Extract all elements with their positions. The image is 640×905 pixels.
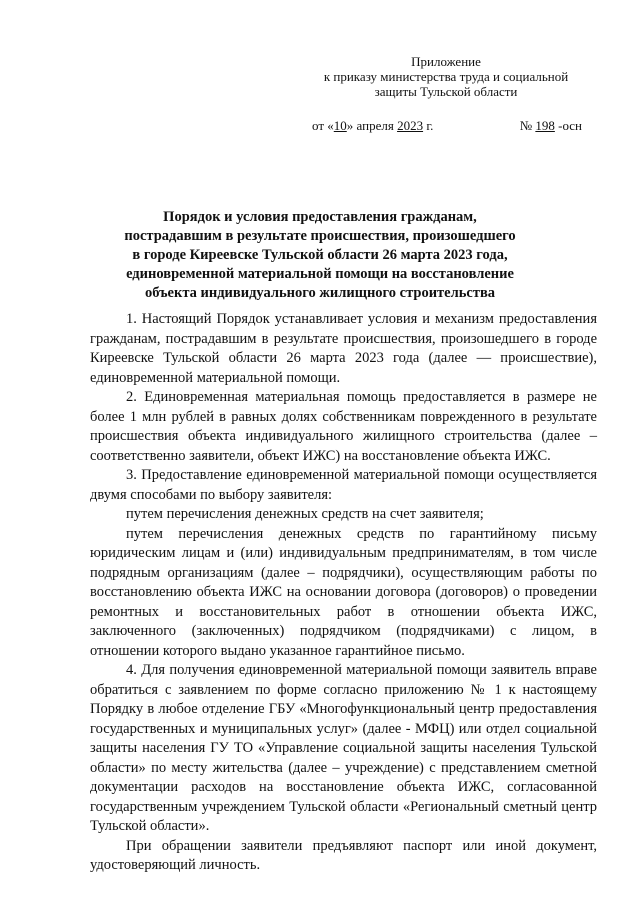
title-line: единовременной материальной помощи на восстановление (126, 266, 514, 282)
paragraph: При обращении заявители предъявляют паспорт или иной документ, удостоверяющий личность. (90, 837, 597, 873)
order-year: 2023 (397, 118, 424, 133)
order-date: от «10» апреля 2023 г. (312, 118, 434, 133)
appendix-line: защиты Тульской области (374, 84, 518, 99)
paragraph: 2. Единовременная материальная помощь предоставляется в размере не более 1 млн рублей в равных долях собственникам поврежденного в результате происшествия объекта индивидуального жилищного строительства (далее – соответственно заявители, объект ИЖС) на восстановление объекта ИЖС. (90, 389, 597, 464)
appendix-line: Приложение (411, 54, 481, 69)
order-number: № 198 -осн (519, 118, 582, 133)
paragraph: 3. Предоставление единовременной материальной помощи осуществляется двумя способами по выбору заявителя: (90, 467, 597, 503)
title-line: Порядок и условия предоставления гражданам, (163, 209, 477, 225)
paragraph: путем перечисления денежных средств на счет заявителя; (126, 506, 484, 522)
title-line: пострадавшим в результате происшествия, произошедшего (124, 228, 516, 244)
title-line: в городе Киреевске Тульской области 26 марта 2023 года, (132, 247, 508, 263)
appendix-line: к приказу министерства труда и социальной (323, 69, 569, 84)
order-day: 10 (333, 118, 347, 133)
paragraph: путем перечисления денежных средств по гарантийному письму юридическим лицам и (или) индивидуальным предпринимателям, в том числе подрядным организациям (далее – подрядчики), осуществляющим работы по восстановлению объекта ИЖС на основании договора (договоров) о проведении ремонтных и восстановительных работ в отношении объекта ИЖС, заключенного (заключенных) подрядчиком (подрядчиками) с лицом, в отношении которого выдано указанное гарантийное письмо. (90, 525, 597, 659)
title-line: объекта индивидуального жилищного строительства (144, 285, 496, 301)
order-line (312, 118, 582, 134)
paragraph: 4. Для получения единовременной материальной помощи заявитель вправе обратиться с заявлением по форме согласно приложению № 1 к настоящему Порядку в любое отделение ГБУ «Многофункциональный центр предоставления государственных и муниципальных услуг» (далее - МФЦ) или отдел социальной защиты населения ГУ ТО «Управление социальной защиты населения Тульской области» по месту жительства (далее – учреждение) с представлением сметной документации расходов на восстановление объекта ИЖС, согласованной государственным учреждением Тульской области «Региональный сметный центр Тульской области». (90, 662, 597, 834)
appendix-header (296, 54, 596, 99)
paragraph: 1. Настоящий Порядок устанавливает условия и механизм предоставления гражданам, пострадавшим в результате происшествия, произошедшего в городе Киреевске Тульской области 26 марта 2023 года (далее — происшествие), единовременной материальной помощи. (90, 311, 597, 386)
document-title (120, 208, 520, 303)
document-body (90, 310, 597, 876)
